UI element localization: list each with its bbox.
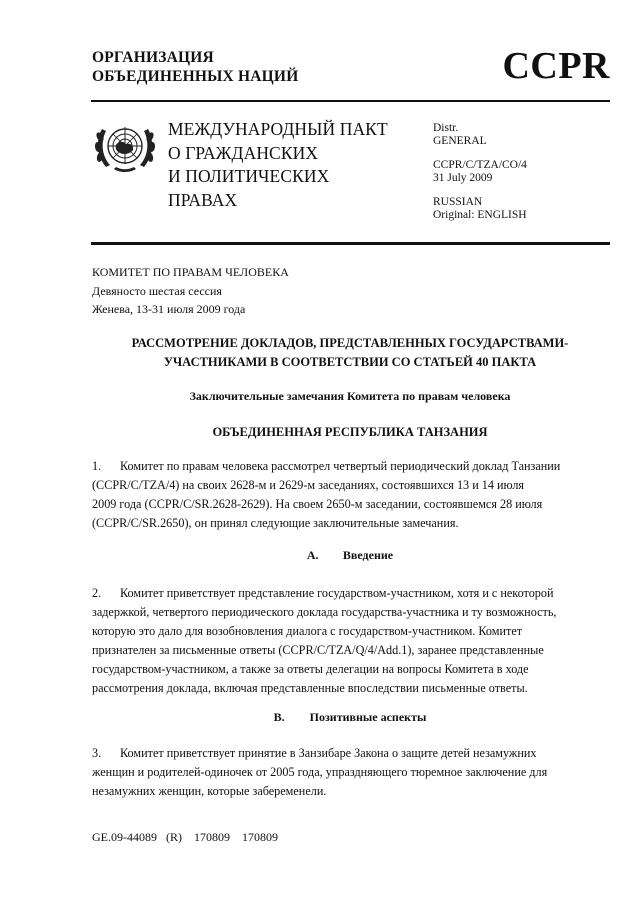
paragraph-line: Комитет приветствует представление государством-участником, хотя и с некоторой: [120, 586, 554, 600]
paragraph-number: 2.: [92, 586, 102, 600]
section-letter: A.: [306, 548, 319, 562]
paragraph-line: признателен за письменные ответы (CCPR/C/TZA/Q/4/Add.1), заранее представленные: [92, 643, 544, 657]
un-emblem-icon: [92, 117, 158, 177]
paragraph-1: [92, 457, 607, 533]
paragraph-number: 1.: [92, 459, 102, 473]
document-language: RUSSIAN: [433, 196, 483, 208]
organization-line-2: ОБЪЕДИНЕННЫХ НАЦИЙ: [92, 68, 299, 85]
paragraph-line: (CCPR/C/SR.2650), он принял следующие заключительные замечания.: [92, 516, 459, 530]
original-language: Original: ENGLISH: [433, 209, 527, 221]
covenant-title-line: МЕЖДУНАРОДНЫЙ ПАКТ: [168, 119, 388, 139]
distribution-block: [433, 122, 527, 222]
paragraph-3: [92, 744, 607, 801]
paragraph-line: рассмотрения доклада, включая представленные впоследствии письменные ответы.: [92, 681, 528, 695]
covenant-title: [168, 118, 388, 212]
document-symbol: CCPR/C/TZA/CO/4: [433, 159, 527, 171]
committee-block: [92, 263, 289, 319]
paragraph-line: женщин и родителей-одиночек от 2005 года, упраздняющего тюремное заключение для: [92, 765, 548, 779]
section-title: Позитивные аспекты: [309, 710, 427, 724]
paragraph-line: государством-участником, а также за ответы делегации на вопросы Комитета в ходе: [92, 662, 529, 676]
paragraph-2: [92, 584, 607, 698]
committee-name: КОМИТЕТ ПО ПРАВАМ ЧЕЛОВЕКА: [92, 265, 289, 279]
organization-name: [92, 48, 298, 86]
section-title: Введение: [342, 548, 394, 562]
paragraph-line: 2009 года (CCPR/C/SR.2628-2629). На своем 2650-м заседании, состоявшемся 28 июля: [92, 497, 543, 511]
organization-line-1: ОРГАНИЗАЦИЯ: [92, 49, 214, 66]
job-number-footer: GE.09-44089 (R) 170809 170809: [92, 830, 278, 844]
section-heading-b: [90, 710, 610, 725]
document-subtitle: Заключительные замечания Комитета по правам человека: [189, 389, 511, 403]
document-title-line: РАССМОТРЕНИЕ ДОКЛАДОВ, ПРЕДСТАВЛЕННЫХ ГОСУДАРСТВАМИ-: [131, 336, 569, 350]
document-title: [90, 334, 610, 372]
committee-session: Девяносто шестая сессия: [92, 283, 222, 298]
section-letter: B.: [273, 710, 285, 724]
paragraph-line: (CCPR/C/TZA/4) на своих 2628-м и 2629-м заседаниях, состоявшихся 13 и 14 июля: [92, 478, 525, 492]
covenant-title-line: ПРАВАХ: [168, 189, 238, 210]
country-heading: ОБЪЕДИНЕННАЯ РЕСПУБЛИКА ТАНЗАНИЯ: [212, 425, 488, 439]
paragraph-line: Комитет приветствует принятие в Занзибаре Закона о защите детей незамужних: [120, 746, 537, 760]
distr-value: GENERAL: [433, 135, 487, 147]
header-divider-top: [91, 100, 610, 102]
distr-label: Distr.: [433, 122, 459, 134]
document-title-line: УЧАСТНИКАМИ В СООТВЕТСТВИИ СО СТАТЬЕЙ 40 ПАКТА: [163, 355, 537, 369]
paragraph-line: которую это дало для возобновления диалога с государством-участником. Комитет: [92, 624, 523, 638]
document-date: 31 July 2009: [433, 172, 493, 184]
paragraph-line: задержкой, четвертого периодического доклада государства-участника и ту возможность,: [92, 605, 557, 619]
covenant-title-line: И ПОЛИТИЧЕСКИХ: [168, 166, 330, 186]
paragraph-line: Комитет по правам человека рассмотрел четвертый периодический доклад Танзании: [120, 459, 561, 473]
document-series-symbol: CCPR: [502, 45, 610, 87]
section-heading-a: [90, 548, 610, 563]
header-divider-bottom: [91, 242, 610, 245]
committee-place-date: Женева, 13-31 июля 2009 года: [92, 302, 246, 316]
paragraph-line: незамужних женщин, которые забеременели.: [92, 784, 327, 798]
paragraph-number: 3.: [92, 746, 102, 760]
covenant-title-line: О ГРАЖДАНСКИХ: [168, 142, 319, 163]
